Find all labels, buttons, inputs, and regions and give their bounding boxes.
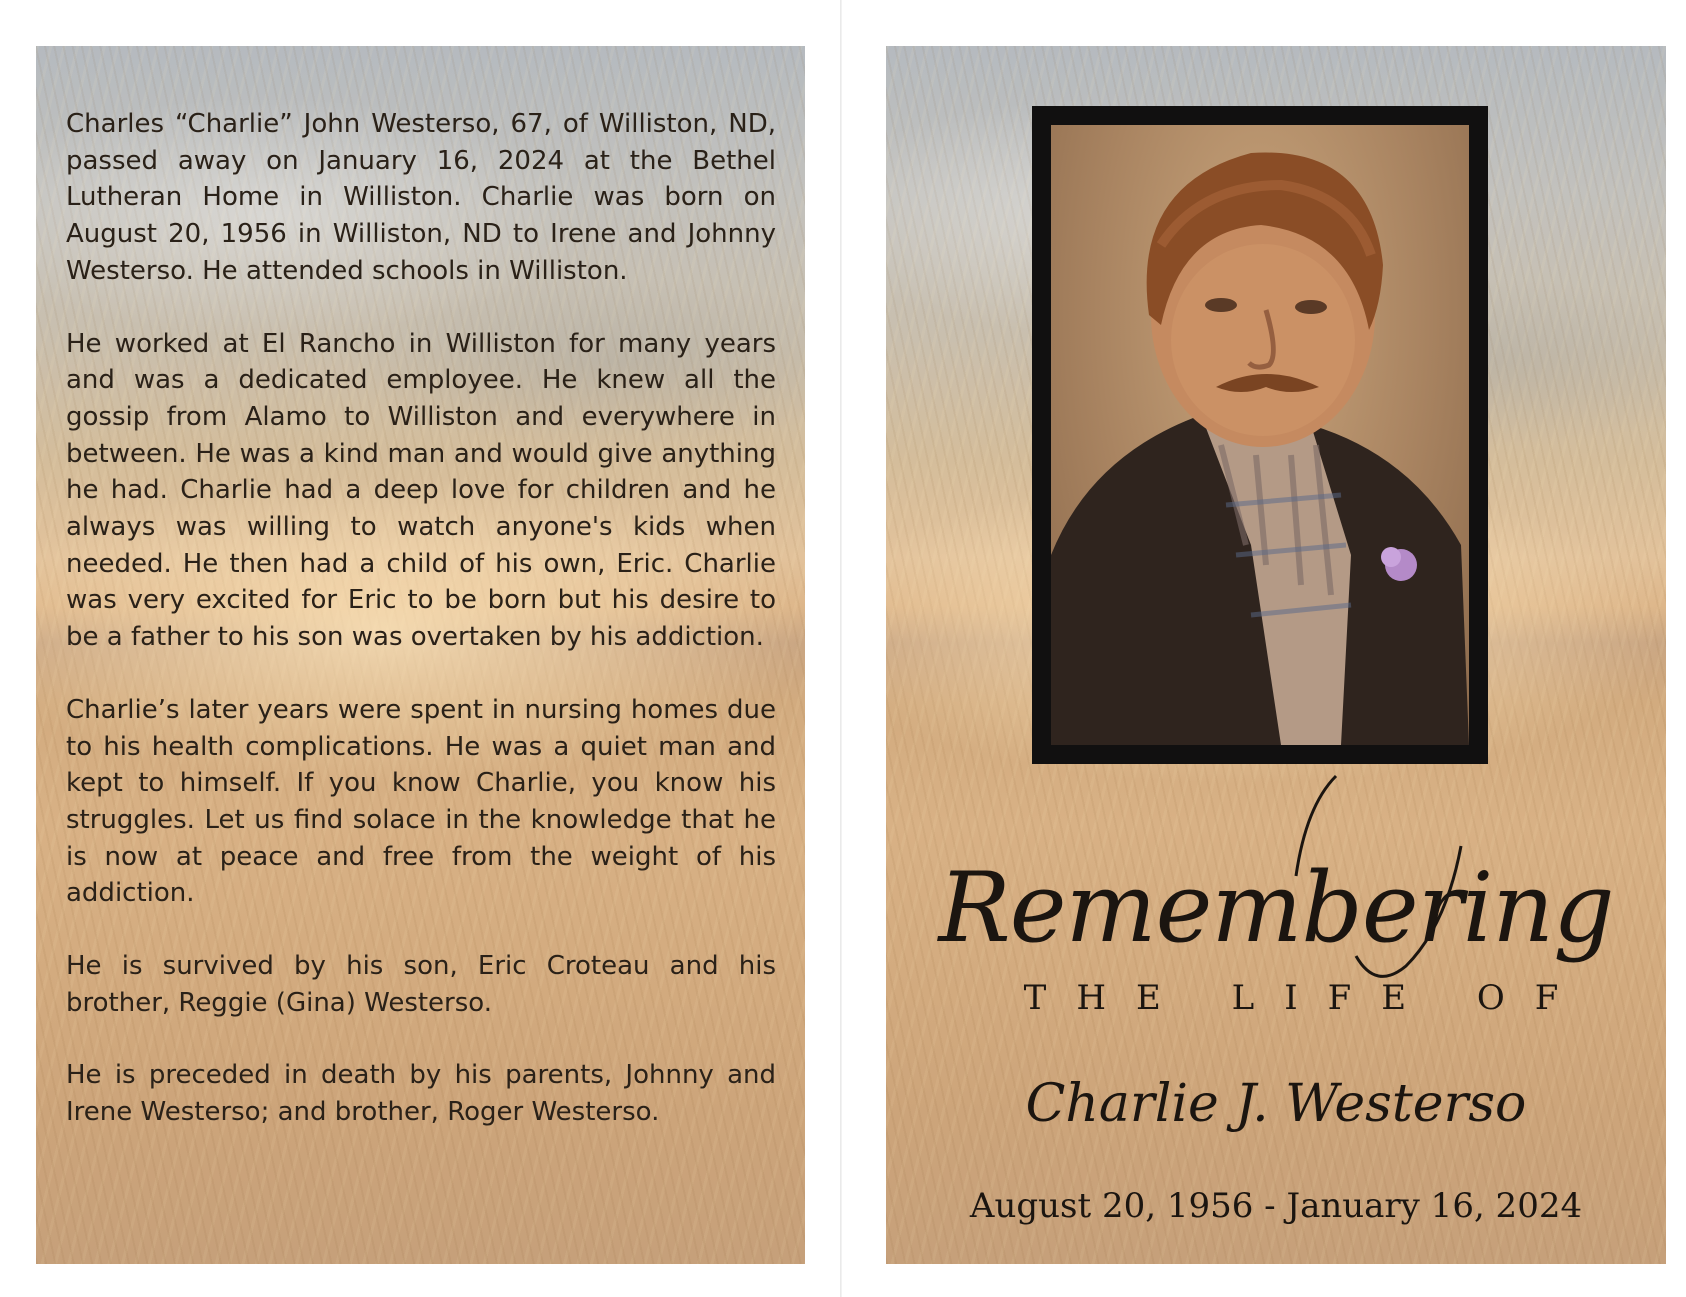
obituary-paragraph-1: Charles “Charlie” John Westerso, 67, of Williston, ND, passed away on January 16, 2024 at the Bethel Lutheran Home in Williston. Charlie was born on August 20, 1956 in Williston, ND to Irene and Johnny Westerso. He attended schools in Williston. <box>66 109 776 286</box>
portrait-photo <box>1051 125 1469 745</box>
subheading-the-life-of: THE LIFE OF <box>1023 978 1589 1018</box>
heading-remembering: Remembering <box>938 852 1614 964</box>
obituary-paragraph-2: He worked at El Rancho in Williston for many years and was a dedicated employee. He knew all the gossip from Alamo to Williston and everywhere in between. He was a kind man and would give anything he had. Charlie had a deep love for children and he always was willing to watch anyone's kids when needed. He then had a child of his own, Eric. Charlie was very excited for Eric to be born but his desire to be a father to his son was overtaken by his addiction. <box>66 328 776 653</box>
life-dates: August 20, 1956 - January 16, 2024 <box>969 1186 1583 1226</box>
obituary-paragraph-4: He is survived by his son, Eric Croteau and his brother, Reggie (Gina) Westerso. <box>66 951 776 1018</box>
cover-panel <box>886 46 1666 1264</box>
deceased-name: Charlie J. Westerso <box>1025 1074 1527 1134</box>
obituary-paragraph-3: Charlie’s later years were spent in nursing homes due to his health complications. He was a quiet man and kept to himself. If you know Charlie, you know his struggles. Let us find solace in the knowledge that he is now at peace and free from the weight of his addiction. <box>66 694 776 909</box>
obituary-text <box>66 106 776 1167</box>
portrait-illustration <box>1051 125 1469 745</box>
card-fold <box>840 0 842 1297</box>
obituary-panel <box>36 46 805 1264</box>
portrait-frame <box>1032 106 1488 764</box>
obituary-paragraph-5: He is preceded in death by his parents, Johnny and Irene Westerso; and brother, Roger Westerso. <box>66 1060 776 1128</box>
